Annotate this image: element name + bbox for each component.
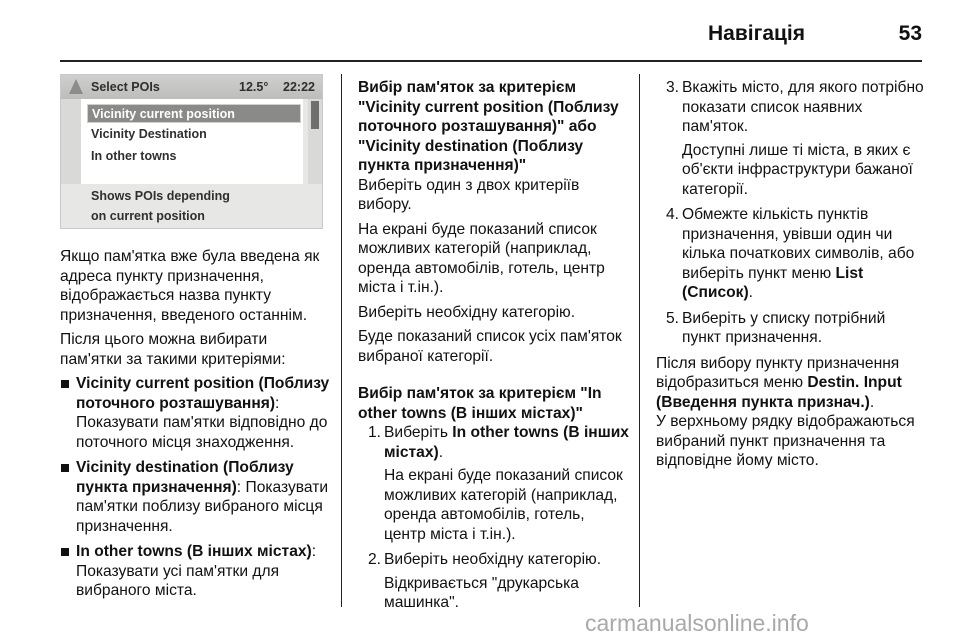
poi-option-selected: Vicinity current position: [87, 104, 301, 123]
screen-side-panel: [61, 99, 81, 184]
column-left: [60, 247, 330, 607]
list-item: Vicinity destination (Поблизу пункта призначення): Показувати пам'ятки поблизу вибраного місця призначення.: [60, 458, 330, 536]
step-item: 4. Обмежте кількість пунктів призначення, увівши один чи кілька початкових символів, або виберіть пункт меню List (Список).: [666, 206, 915, 301]
paragraph: Після вибору пункту призначення відобразиться меню Destin. Input (Введення пункта признач.).: [656, 354, 902, 411]
bullet-icon: [61, 380, 69, 388]
navigation-arrow-icon: [69, 79, 83, 94]
page-title: Навігація: [707, 22, 805, 45]
screen-help-text: on current position: [91, 209, 205, 223]
column-divider: [639, 74, 640, 607]
screen-title: Select POIs: [91, 80, 160, 94]
step-note: Доступні лише ті міста, в яких є об'єкти інфраструктури бажаної категорії.: [682, 141, 913, 198]
scrollbar-thumb: [311, 101, 319, 129]
temperature-readout: 12.5°: [239, 80, 269, 94]
screen-scrollbar: [308, 99, 322, 184]
column-right: [656, 78, 924, 476]
paragraph: Після цього можна вибирати пам'ятки за такими критеріями:: [60, 331, 286, 368]
poi-option: Vicinity Destination: [91, 127, 207, 141]
paragraph: Виберіть необхідну категорію.: [358, 303, 576, 321]
poi-option: In other towns: [91, 149, 177, 163]
step-note: На екрані буде показаний список можливих категорій (наприклад, оренда автомобілів, готель, центр міста і т.ін.).: [384, 467, 623, 543]
column-middle: [358, 78, 630, 618]
bullet-icon: [61, 548, 69, 556]
criteria-list: [60, 374, 330, 601]
screen-title-bar: [61, 75, 322, 99]
page-number: 53: [898, 22, 922, 45]
step-item: 5. Виберіть у списку потрібний пункт призначення.: [666, 309, 886, 346]
paragraph: Якщо пам'ятка вже була введена як адреса пункту призначення, відображається назва пункту призначення, введеного останнім.: [60, 248, 320, 324]
navigation-screen-image: [60, 74, 323, 229]
step-item: 1. Виберіть In other towns (В інших містах). На екрані буде показаний список можливих категорій (наприклад, оренда автомобілів, готель, центр міста і т.ін.).: [368, 424, 629, 543]
clock-readout: 22:22: [283, 80, 315, 94]
watermark: carmanualsonline.info: [585, 610, 809, 636]
step-item: 3. Вкажіть місто, для якого потрібно показати список наявних пам'яток. Доступні лише ті міста, в яких є об'єкти інфраструктури бажаної категорії.: [666, 79, 924, 198]
paragraph: У верхньому рядку відображаються вибраний пункт призначення та відповідне йому місто.: [656, 413, 915, 469]
screen-help-text: Shows POIs depending: [91, 189, 230, 203]
paragraph: Виберіть один з двох критеріїв вибору.: [358, 176, 580, 213]
paragraph: На екрані буде показаний список можливих категорій (наприклад, оренда автомобілів, готель, центр міста і т.ін.).: [358, 220, 605, 296]
column-divider: [341, 74, 342, 607]
list-item: In other towns (В інших містах): Показувати усі пам'ятки для вибраного міста.: [60, 542, 330, 601]
header-divider: [60, 60, 922, 62]
paragraph: Буде показаний список усіх пам'яток вибраної категорії.: [358, 328, 622, 365]
bullet-icon: [61, 464, 69, 472]
list-item: Vicinity current position (Поблизу поточного розташування): Показувати пам'ятки відповідно до поточного місця знаходження.: [60, 374, 330, 452]
step-note: Відкривається "друкарська машинка".: [384, 574, 579, 611]
section-heading: Вибір пам'яток за критерієм "In other towns (В інших містах)": [358, 385, 602, 422]
section-heading: Вибір пам'яток за критерієм "Vicinity current position (Поблизу поточного розташування)" або "Vicinity destination (Поблизу пункта призначення)": [358, 79, 619, 174]
step-item: 2. Виберіть необхідну категорію. Відкривається "друкарська машинка".: [358, 550, 630, 613]
